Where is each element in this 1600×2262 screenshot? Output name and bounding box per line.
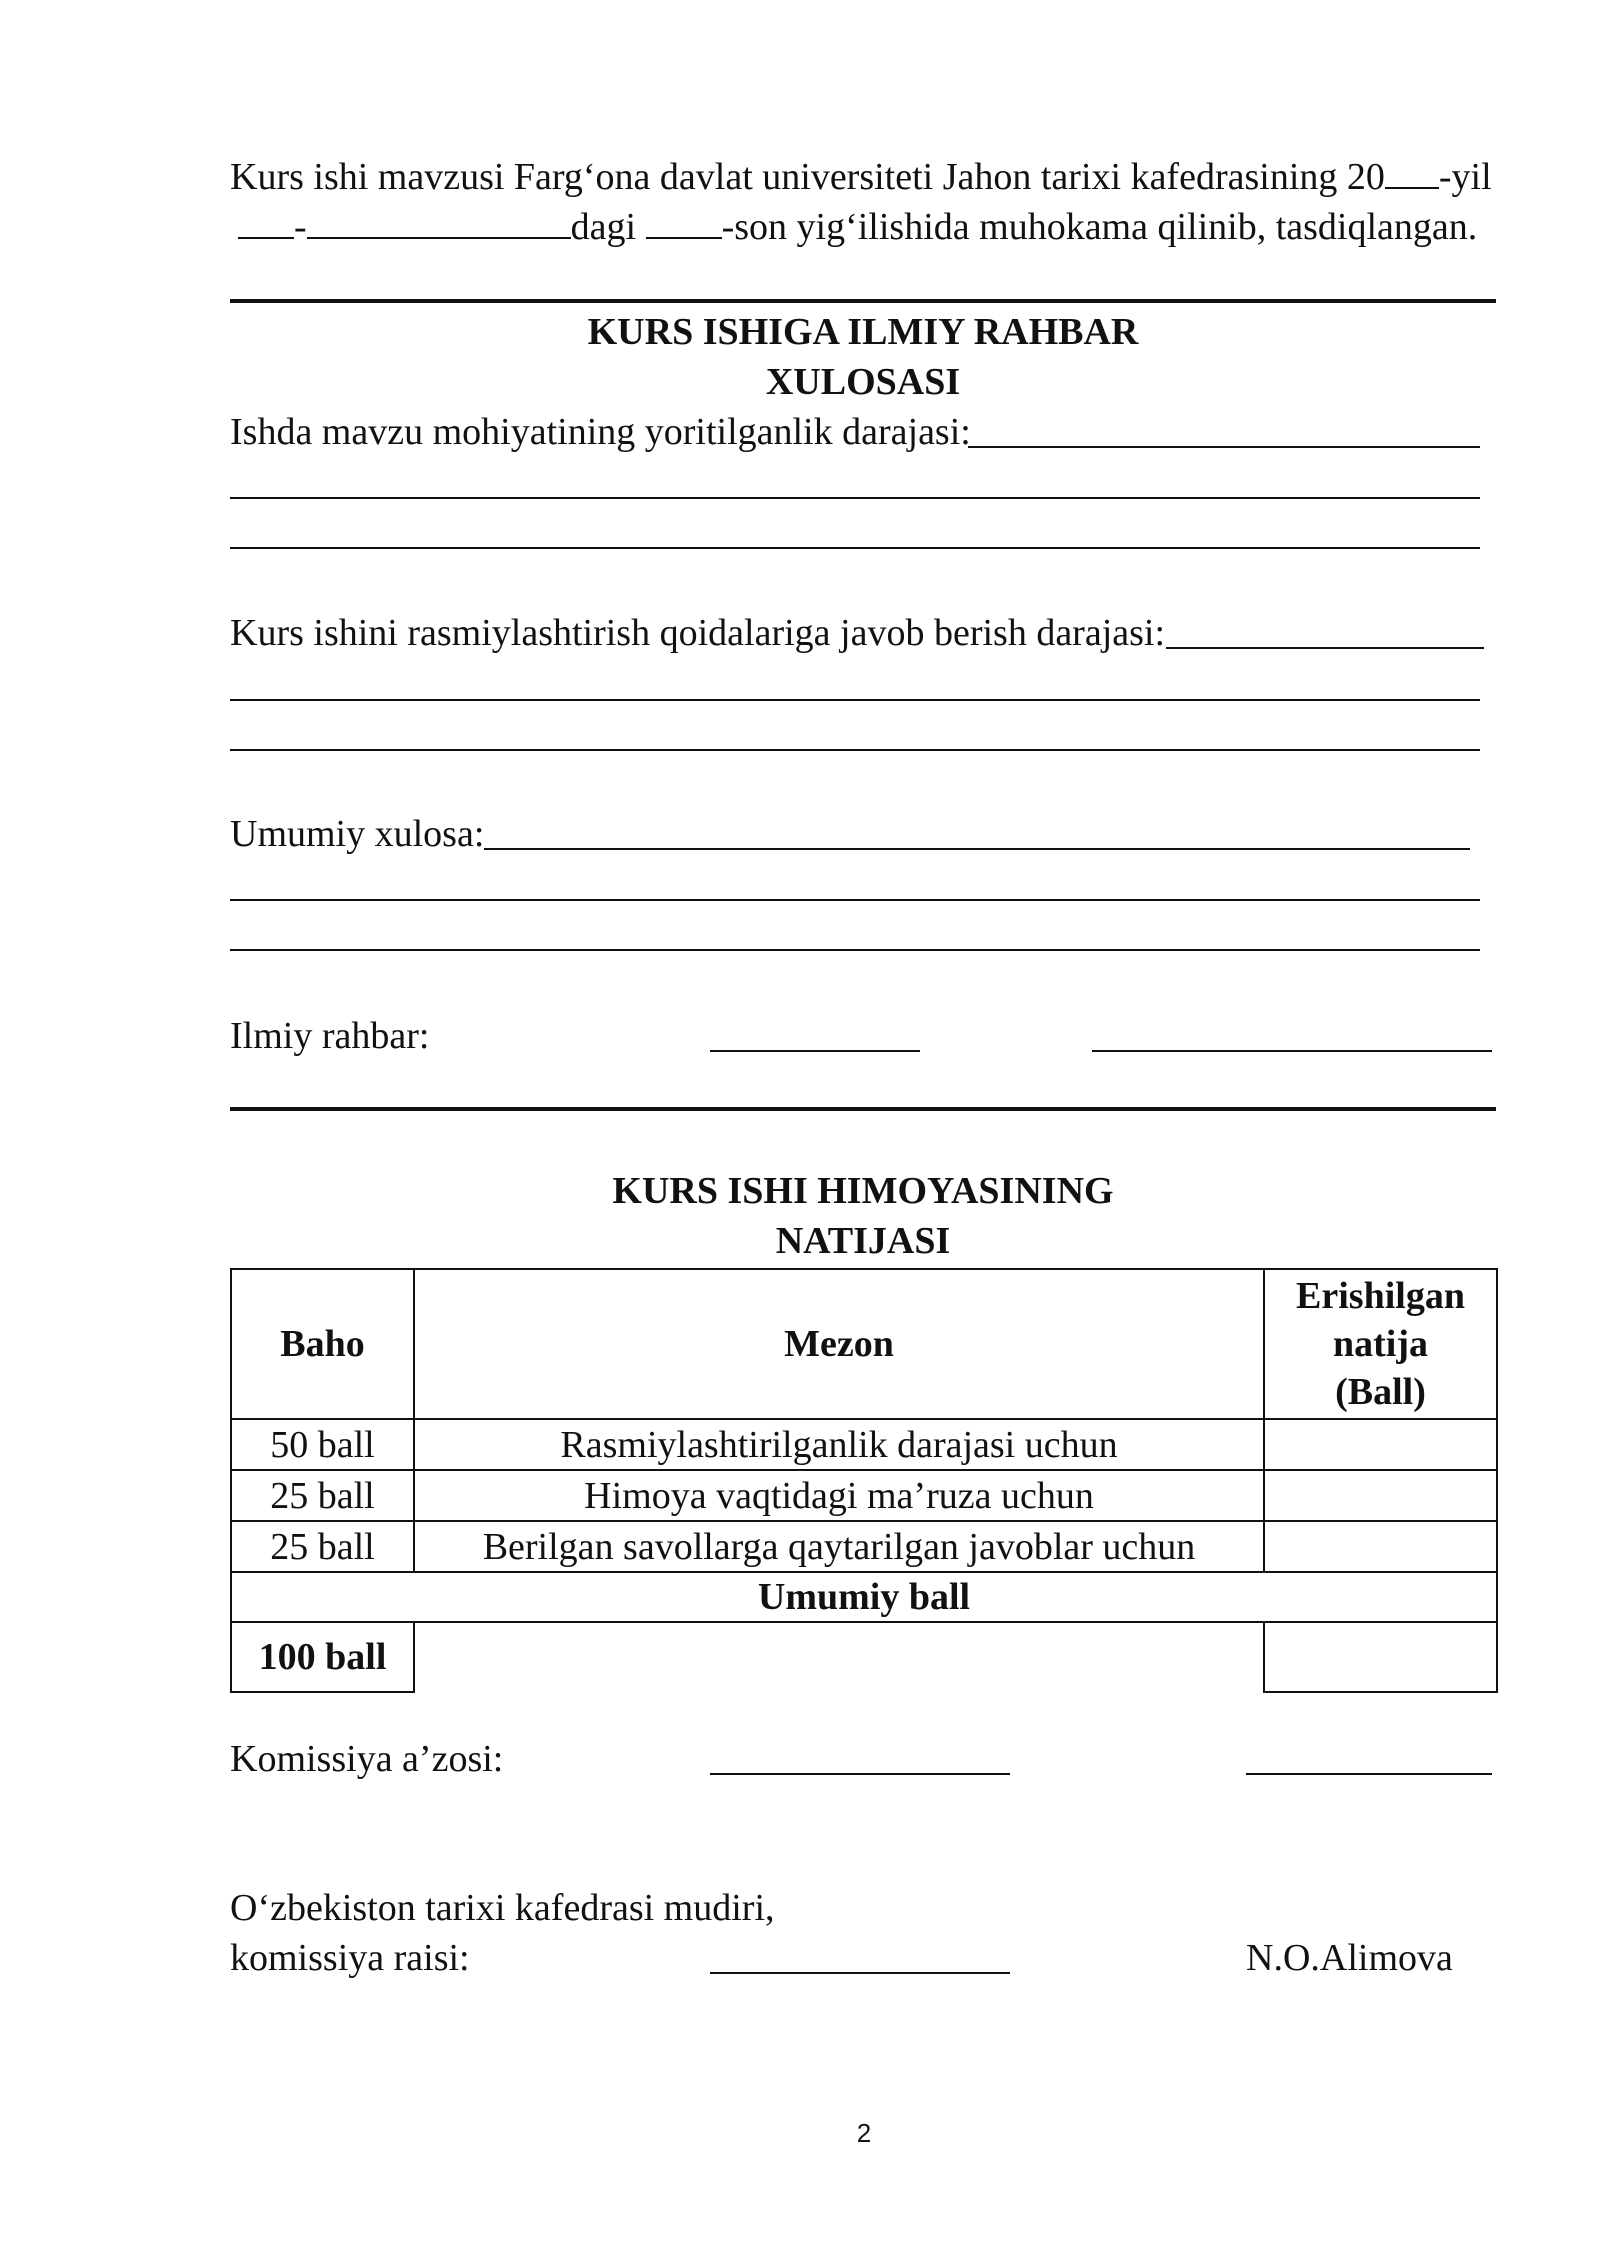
section-divider-bottom xyxy=(230,1107,1496,1111)
conclusion-heading-line-1: KURS ISHIGA ILMIY RAHBAR xyxy=(587,311,1139,353)
row-criterion: Himoya vaqtidagi ma’ruza uchun xyxy=(414,1470,1264,1521)
field-label-formatting: Kurs ishini rasmiylashtirish qoidalariga javob berish darajasi: xyxy=(230,612,1166,654)
field-formatting-line-1[interactable] xyxy=(1166,647,1484,649)
intro-line-1 xyxy=(230,152,1492,202)
chair-signature-line[interactable] xyxy=(710,1972,1010,1974)
intro-line-2 xyxy=(238,202,1477,252)
field-formatting-line-3[interactable] xyxy=(230,749,1480,751)
day-blank[interactable] xyxy=(238,203,294,239)
results-heading-line-1: KURS ISHI HIMOYASINING xyxy=(612,1170,1114,1212)
commission-member-label: Komissiya a’zosi: xyxy=(230,1738,504,1780)
row-grade: 25 ball xyxy=(231,1521,414,1572)
row-result-cell[interactable] xyxy=(1264,1470,1497,1521)
chair-label: komissiya raisi: xyxy=(230,1937,470,1979)
field-general-line-1[interactable] xyxy=(484,848,1470,850)
field-label-general: Umumiy xulosa: xyxy=(230,813,485,855)
intro-dagi: dagi xyxy=(570,206,646,248)
field-coverage-line-1[interactable] xyxy=(968,446,1480,448)
supervisor-name-line[interactable] xyxy=(1092,1050,1492,1052)
table-header-row xyxy=(231,1269,1497,1419)
year-blank[interactable] xyxy=(1385,153,1439,189)
total-result-cell[interactable] xyxy=(1264,1622,1497,1692)
field-general-line-3[interactable] xyxy=(230,949,1480,951)
intro-text-2: -son yig‘ilishida muhokama qilinib, tasdiqlangan. xyxy=(721,206,1478,248)
field-coverage-line-3[interactable] xyxy=(230,547,1480,549)
commission-member-signature-line[interactable] xyxy=(710,1773,1010,1775)
protocol-number-blank[interactable] xyxy=(646,203,722,239)
header-result-line-2: natija xyxy=(1333,1323,1428,1365)
conclusion-heading-line-2: XULOSASI xyxy=(765,361,961,403)
chair-title: O‘zbekiston tarixi kafedrasi mudiri, xyxy=(230,1887,775,1929)
header-result-line-3: (Ball) xyxy=(1335,1371,1426,1413)
field-coverage-line-2[interactable] xyxy=(230,497,1480,499)
row-criterion: Rasmiylashtirilganlik darajasi uchun xyxy=(414,1419,1264,1470)
section-divider-top xyxy=(230,299,1496,303)
total-grade: 100 ball xyxy=(231,1622,414,1692)
results-heading-line-2: NATIJASI xyxy=(775,1220,951,1262)
intro-year-suffix: -yil xyxy=(1438,156,1492,198)
intro-text-1: Kurs ishi mavzusi Farg‘ona davlat universiteti Jahon tarixi kafedrasining 20 xyxy=(230,156,1385,198)
results-table xyxy=(230,1268,1498,1693)
supervisor-label: Ilmiy rahbar: xyxy=(230,1015,430,1057)
row-result-cell[interactable] xyxy=(1264,1521,1497,1572)
table-row xyxy=(231,1470,1497,1521)
table-row xyxy=(231,1521,1497,1572)
row-criterion: Berilgan savollarga qaytarilgan javoblar uchun xyxy=(414,1521,1264,1572)
commission-member-name-line[interactable] xyxy=(1246,1773,1492,1775)
row-grade: 50 ball xyxy=(231,1419,414,1470)
page-number: 2 xyxy=(856,2118,872,2148)
intro-dash: - xyxy=(294,206,307,248)
row-grade: 25 ball xyxy=(231,1470,414,1521)
row-result-cell[interactable] xyxy=(1264,1419,1497,1470)
month-blank[interactable] xyxy=(307,203,571,239)
header-criterion: Mezon xyxy=(414,1269,1264,1419)
field-label-coverage: Ishda mavzu mohiyatining yoritilganlik darajasi: xyxy=(230,411,971,453)
table-row xyxy=(231,1419,1497,1470)
total-label-row xyxy=(231,1572,1497,1622)
supervisor-signature-line[interactable] xyxy=(710,1050,920,1052)
chair-name: N.O.Alimova xyxy=(1246,1937,1453,1979)
header-result xyxy=(1264,1269,1497,1419)
field-general-line-2[interactable] xyxy=(230,899,1480,901)
total-empty-cell xyxy=(414,1622,1264,1692)
header-result-line-1: Erishilgan xyxy=(1296,1275,1465,1317)
field-formatting-line-2[interactable] xyxy=(230,699,1480,701)
total-label: Umumiy ball xyxy=(231,1572,1497,1622)
header-grade: Baho xyxy=(231,1269,414,1419)
total-row xyxy=(231,1622,1497,1692)
